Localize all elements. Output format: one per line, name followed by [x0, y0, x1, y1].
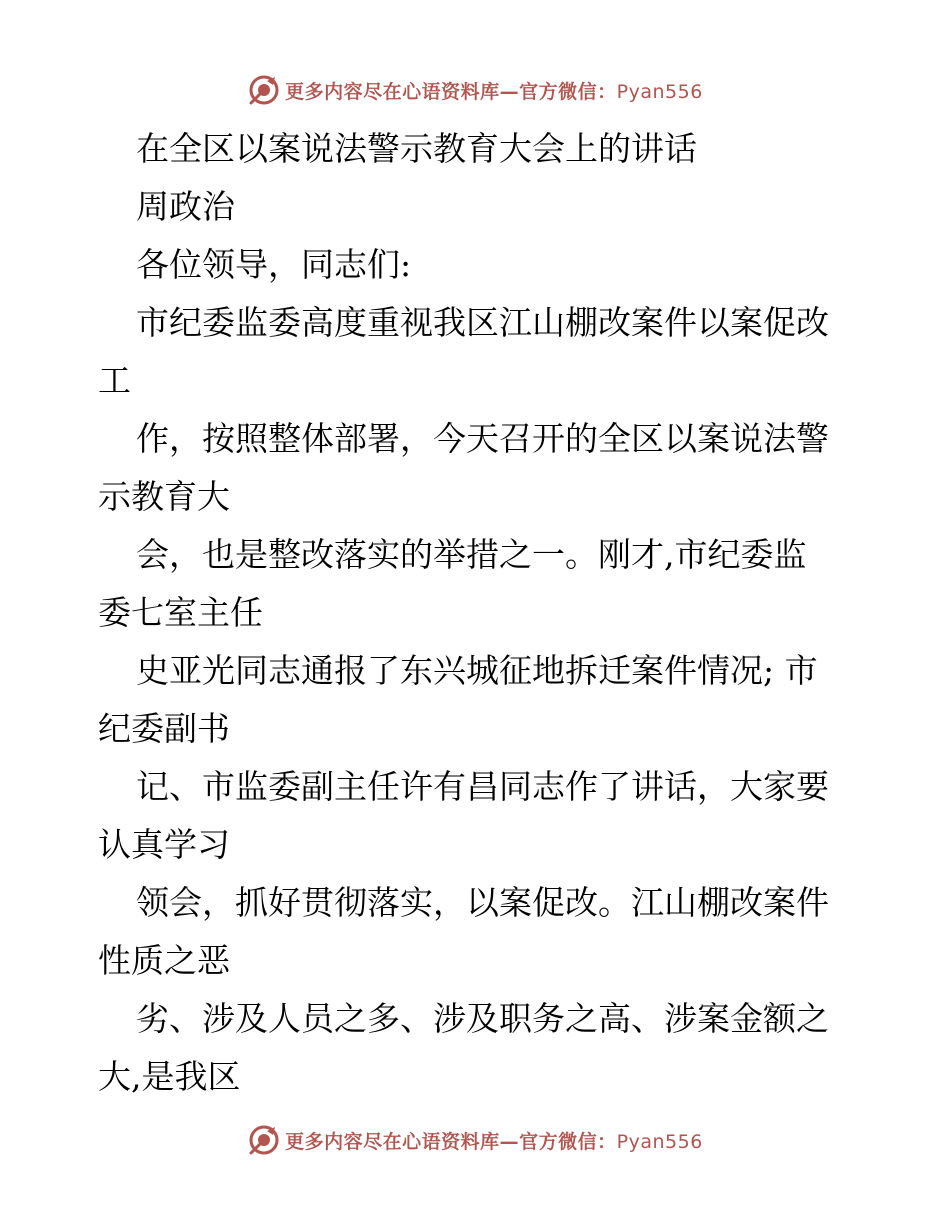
banner-text: [285, 1127, 703, 1154]
banner-text-wechat-id: Pyan556: [616, 80, 703, 103]
paragraph-line: 认真学习: [98, 825, 230, 864]
paragraph-line: 作，按照整体部署，今天召开的全区以案说法警: [136, 419, 829, 458]
paragraph-line: 示教育大: [98, 477, 230, 516]
logo-icon: [247, 1123, 281, 1157]
banner-text-cn: 更多内容尽在心语资料库—官方微信：: [285, 80, 617, 103]
paragraph-line: 记、市监委副主任许有昌同志作了讲话，大家要: [136, 767, 829, 806]
document-salutation: 各位领导，同志们:: [136, 245, 412, 284]
footer-watermark-banner: [0, 1120, 950, 1160]
paragraph-line: 领会，抓好贯彻落实，以案促改。江山棚改案件: [136, 883, 829, 922]
paragraph-line: 纪委副书: [98, 709, 230, 748]
paragraph-line: 委七室主任: [98, 593, 263, 632]
paragraph-line: 大,是我区: [98, 1057, 241, 1096]
banner-text-wechat-id: Pyan556: [616, 1130, 703, 1153]
paragraph-line: 市纪委监委高度重视我区江山棚改案件以案促改: [136, 303, 829, 342]
document-title: 在全区以案说法警示教育大会上的讲话: [136, 129, 697, 168]
document-body: [98, 120, 858, 1106]
banner-text: [285, 77, 703, 104]
paragraph-line: 性质之恶: [98, 941, 230, 980]
header-watermark-banner: [0, 70, 950, 110]
paragraph-line: 会，也是整改落实的举措之一。刚才,市纪委监: [136, 535, 807, 574]
paragraph-line: 劣、涉及人员之多、涉及职务之高、涉案金额之: [136, 999, 829, 1038]
banner-text-cn: 更多内容尽在心语资料库—官方微信：: [285, 1130, 617, 1153]
document-author: 周政治: [136, 187, 235, 226]
paragraph-line: 工: [98, 361, 131, 400]
paragraph-line: 史亚光同志通报了东兴城征地拆迁案件情况; 市: [136, 651, 818, 690]
logo-icon: [247, 73, 281, 107]
